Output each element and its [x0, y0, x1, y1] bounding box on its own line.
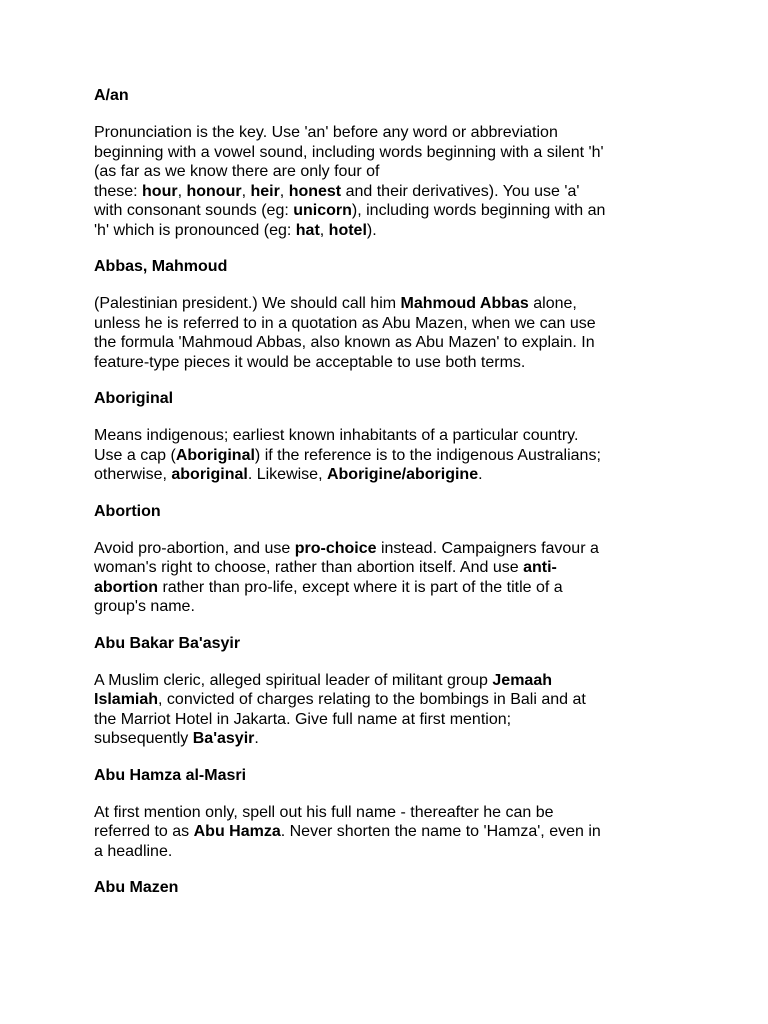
entry-a-an: [94, 86, 684, 240]
text-run: ,: [319, 221, 329, 239]
text-run: .: [478, 466, 483, 483]
bold-term: Aboriginal: [175, 446, 255, 464]
text-run: and their derivatives). You use 'a': [341, 182, 580, 200]
entry-body: [94, 539, 684, 617]
body-line: [94, 446, 684, 466]
bold-term: Ba'asyir: [192, 730, 255, 747]
text-run: Pronunciation is the key. Use 'an' before any word or abbreviation: [94, 124, 558, 141]
body-line: [94, 221, 684, 241]
text-run: (Palestinian president.) We should call him: [94, 295, 401, 312]
body-line: [94, 201, 684, 221]
bold-term: honour: [186, 182, 242, 200]
body-line: [94, 294, 684, 314]
text-run: group's name.: [94, 598, 195, 615]
text-run: instead. Campaigners favour a: [376, 539, 599, 557]
body-line: [94, 182, 684, 202]
text-run: ,: [177, 182, 187, 200]
body-line: [94, 671, 684, 691]
entry-heading: Abu Hamza al-Masri: [94, 766, 247, 784]
body-line: [94, 539, 684, 559]
body-line: [94, 729, 684, 749]
entry-heading: Abbas, Mahmoud: [94, 258, 228, 275]
entry-body: [94, 671, 684, 749]
text-run: . Never shorten the name to 'Hamza', even in: [280, 823, 601, 840]
bold-term: hour: [142, 182, 178, 200]
entry-abu-bakar-baasyir: [94, 634, 684, 749]
bold-term: pro-choice: [294, 539, 377, 557]
body-line: [94, 803, 684, 823]
bold-term: Abu Hamza: [193, 823, 281, 840]
text-run: Use a cap (: [94, 446, 176, 464]
body-line: [94, 710, 684, 730]
text-run: the formula 'Mahmoud Abbas, also known as Abu Mazen' to explain. In: [94, 334, 595, 351]
body-line: [94, 597, 684, 617]
text-run: woman's right to choose, rather than abortion itself. And use: [94, 559, 524, 576]
text-run: feature-type pieces it would be acceptable to use both terms.: [94, 353, 526, 371]
entry-abortion: [94, 502, 684, 617]
body-line: [94, 558, 684, 578]
text-run: (as far as we know there are only four of: [94, 163, 380, 180]
body-line: [94, 353, 684, 373]
body-line: [94, 426, 684, 446]
bold-term: Islamiah: [94, 691, 159, 708]
bold-term: unicorn: [293, 202, 352, 219]
text-run: .: [254, 730, 259, 747]
text-run: with consonant sounds (eg:: [94, 202, 294, 219]
text-run: ).: [366, 221, 377, 239]
text-run: ) if the reference is to the indigenous Australians;: [254, 446, 601, 464]
body-line: [94, 314, 684, 334]
entry-aboriginal: [94, 389, 684, 485]
entry-heading: Aboriginal: [94, 390, 174, 407]
bold-term: abortion: [94, 578, 158, 596]
entry-body: [94, 426, 684, 485]
text-run: otherwise,: [94, 466, 172, 483]
body-line: [94, 465, 684, 485]
bold-term: Jemaah: [492, 671, 552, 689]
bold-term: aboriginal: [171, 466, 248, 483]
text-run: . Likewise,: [247, 466, 327, 483]
text-run: alone,: [528, 295, 577, 312]
entry-heading: Abortion: [94, 502, 161, 520]
text-run: rather than pro-life, except where it is part of the title of a: [158, 578, 563, 596]
bold-term: hat: [295, 221, 320, 239]
bold-term: hotel: [328, 221, 367, 239]
bold-term: honest: [288, 182, 342, 200]
bold-term: Mahmoud Abbas: [400, 295, 529, 312]
style-guide-page: [94, 86, 684, 915]
text-run: Avoid pro-abortion, and use: [94, 539, 295, 557]
body-line: [94, 123, 684, 143]
bold-term: heir: [250, 182, 280, 200]
entry-abbas-mahmoud: [94, 257, 684, 372]
body-line: [94, 822, 684, 842]
text-run: referred to as: [94, 823, 194, 840]
body-line: [94, 162, 684, 182]
text-run: 'h' which is pronounced (eg:: [94, 221, 296, 239]
text-run: ,: [241, 182, 251, 200]
entry-heading: Abu Mazen: [94, 879, 179, 896]
entry-body: [94, 294, 684, 372]
text-run: subsequently: [94, 730, 193, 747]
text-run: Means indigenous; earliest known inhabitants of a particular country.: [94, 427, 579, 444]
body-line: [94, 842, 684, 862]
text-run: A Muslim cleric, alleged spiritual leader of militant group: [94, 671, 493, 689]
entry-heading: Abu Bakar Ba'asyir: [94, 634, 241, 652]
text-run: a headline.: [94, 842, 173, 860]
text-run: unless he is referred to in a quotation as Abu Mazen, when we can use: [94, 314, 596, 332]
body-line: [94, 690, 684, 710]
entry-body: [94, 123, 684, 240]
body-line: [94, 333, 684, 353]
text-run: these:: [94, 182, 143, 200]
entry-heading: A/an: [94, 87, 129, 104]
body-line: [94, 578, 684, 598]
bold-term: Aborigine/aborigine: [326, 466, 479, 483]
text-run: ,: [279, 182, 289, 200]
text-run: At first mention only, spell out his full name - thereafter he can be: [94, 803, 554, 821]
text-run: beginning with a vowel sound, including words beginning with a silent 'h': [94, 143, 604, 161]
bold-term: anti-: [523, 559, 557, 576]
entry-abu-hamza-al-masri: [94, 766, 684, 862]
text-run: , convicted of charges relating to the bombings in Bali and at: [158, 691, 586, 708]
text-run: the Marriot Hotel in Jakarta. Give full name at first mention;: [94, 710, 512, 728]
entry-body: [94, 803, 684, 862]
body-line: [94, 143, 684, 163]
entry-abu-mazen: [94, 878, 684, 898]
text-run: ), including words beginning with an: [351, 202, 606, 219]
